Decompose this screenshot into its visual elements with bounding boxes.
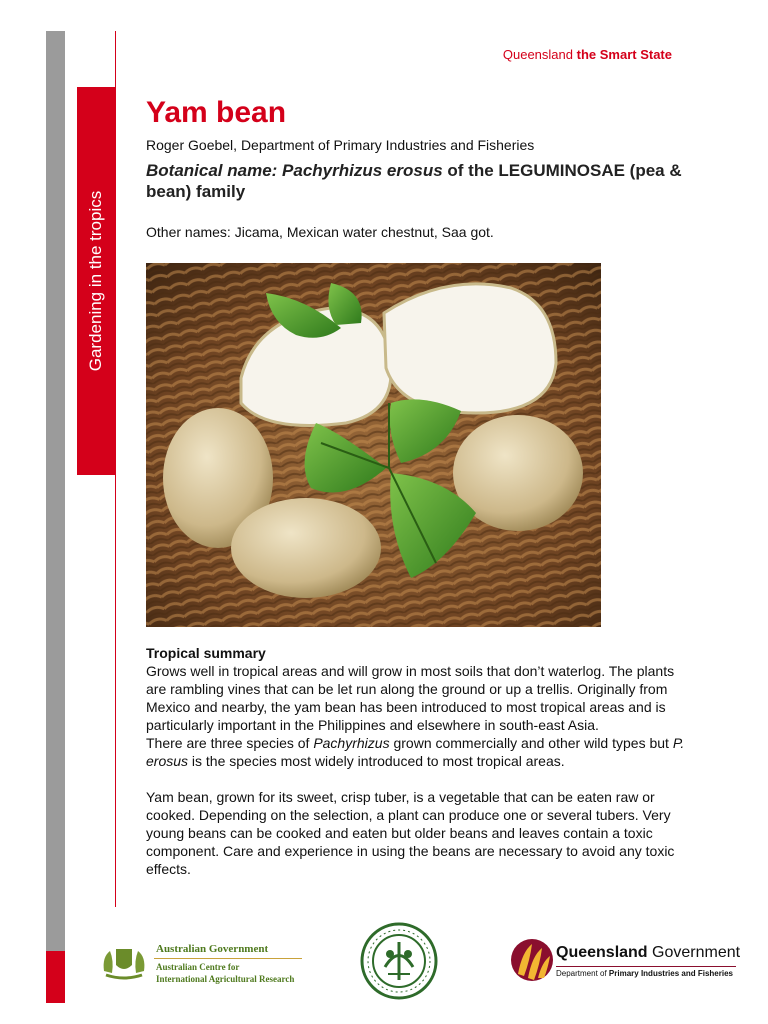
qld-department: [556, 969, 733, 978]
botanical-label: Botanical name:: [146, 161, 283, 180]
coat-of-arms-icon: [98, 941, 150, 981]
ministry-seal-logo: [360, 922, 438, 1000]
p2-species: Pachyrhizus: [313, 735, 390, 751]
p2-text-a: There are three species of: [146, 735, 314, 751]
aus-gov-line3: International Agricultural Research: [156, 974, 295, 984]
left-gray-bar: [46, 31, 65, 951]
other-names: Other names: Jicama, Mexican water chestnut, Saa got.: [146, 224, 494, 240]
aciar-divider: [154, 958, 302, 959]
page-title: Yam bean: [146, 96, 287, 129]
p2-text-c: is the species most widely introduced to most tropical areas.: [188, 753, 565, 769]
botanical-family: of the LEGUMINOSAE (pea & bean) family: [146, 161, 682, 201]
qld-dept-b: Primary Industries and Fisheries: [608, 969, 733, 978]
side-tab-label: Gardening in the tropics: [86, 190, 105, 372]
side-tab: [77, 87, 115, 475]
qld-dept-a: Department of: [556, 969, 609, 978]
qld-divider: [556, 966, 736, 967]
author-line: Roger Goebel, Department of Primary Industries and Fisheries: [146, 137, 535, 153]
queensland-government-logo: [510, 938, 740, 986]
p2-text-b: grown commercially and other wild types but: [389, 735, 673, 751]
tag-prefix: Queensland: [502, 47, 573, 62]
tropical-summary: [146, 644, 686, 878]
summary-paragraph-3: Yam bean, grown for its sweet, crisp tuber, is a vegetable that can be eaten raw or cooked. Depending on the selection, a plant can produce one or several tubers. Very young beans can be cooked and eaten but older beans and leaves contain a toxic component. Care and experience in using the beans are necessary to avoid any toxic effects.: [146, 789, 675, 877]
qld-gov-bold: Queensland: [556, 944, 648, 961]
aus-gov-line1: Australian Government: [156, 943, 269, 955]
summary-paragraph-1: Grows well in tropical areas and will grow in most soils that don’t waterlog. The plants are rambling vines that can be let run along the ground or up a trellis. Originally from Mexico and nearby, the yam bean has been introduced to most tropical areas and is particularly important in the Philippines and elsewhere in south-east Asia.: [146, 663, 675, 733]
qld-gov-rest: Government: [647, 944, 741, 961]
queensland-smart-state-tag: [503, 47, 672, 62]
p2-species2: P. erosus: [146, 735, 685, 769]
botanical-name: [146, 160, 686, 202]
tag-bold: the Smart State: [576, 47, 672, 62]
aciar-logo: [98, 937, 303, 989]
qld-emblem-icon: [510, 938, 554, 982]
aus-gov-line2: Australian Centre for: [156, 962, 240, 972]
summary-heading: Tropical summary: [146, 645, 266, 661]
red-divider-line: [115, 31, 116, 907]
qld-gov-wordmark: [556, 944, 740, 962]
summary-paragraph-2: [146, 734, 686, 770]
yam-bean-photo: [146, 263, 601, 627]
left-red-block: [46, 951, 65, 1003]
botanical-species: Pachyrhizus erosus: [282, 161, 443, 180]
